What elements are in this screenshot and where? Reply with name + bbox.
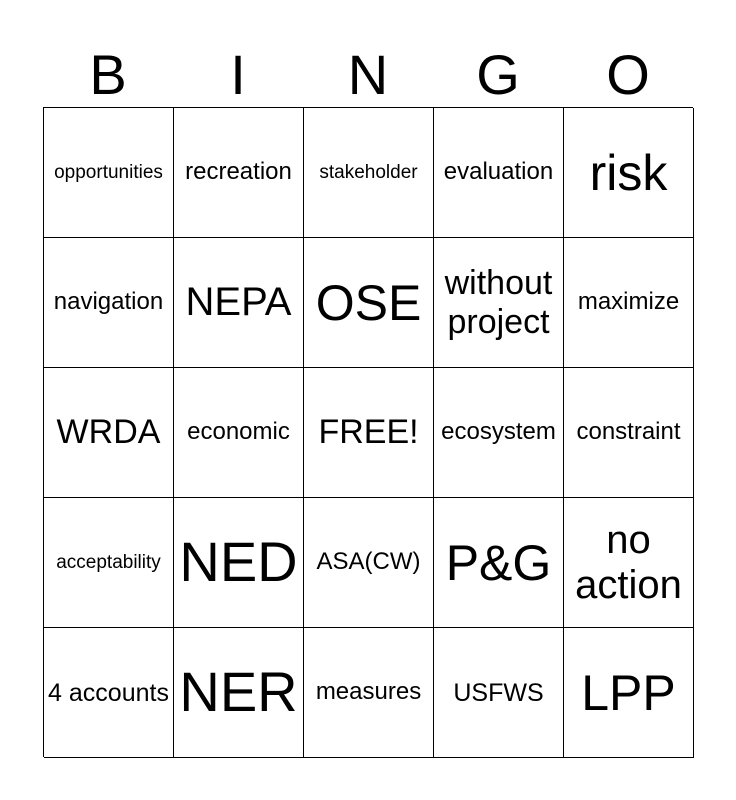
cell-text: stakeholder — [319, 161, 418, 183]
bingo-cell[interactable] — [434, 368, 564, 498]
cell-text: economic — [187, 418, 290, 446]
cell-text: constraint — [576, 418, 681, 446]
cell-text: NER — [179, 660, 298, 724]
free-space-text: FREE! — [318, 413, 419, 452]
bingo-board — [43, 107, 693, 757]
bingo-cell[interactable] — [434, 108, 564, 238]
cell-text: ASA(CW) — [316, 548, 421, 576]
header-letter-n: N — [347, 43, 389, 106]
cell-text: NEPA — [185, 280, 292, 325]
cell-text: LPP — [581, 664, 676, 721]
bingo-cell[interactable] — [304, 238, 434, 368]
cell-text: without project — [444, 264, 553, 341]
bingo-cell[interactable] — [44, 238, 174, 368]
bingo-header — [43, 44, 693, 106]
bingo-cell[interactable] — [564, 108, 694, 238]
header-letter-o: O — [606, 43, 650, 106]
cell-text: ecosystem — [441, 418, 556, 446]
cell-text: navigation — [53, 288, 164, 316]
bingo-cell[interactable] — [174, 108, 304, 238]
bingo-cell[interactable] — [174, 628, 304, 758]
bingo-cell[interactable] — [434, 628, 564, 758]
bingo-cell[interactable] — [564, 238, 694, 368]
bingo-cell[interactable] — [564, 368, 694, 498]
free-space-cell[interactable] — [304, 368, 434, 498]
bingo-cell[interactable] — [174, 368, 304, 498]
cell-text: measures — [315, 678, 422, 706]
cell-text: WRDA — [56, 413, 161, 452]
bingo-cell[interactable] — [304, 108, 434, 238]
cell-text: 4 accounts — [48, 678, 169, 707]
bingo-cell[interactable] — [44, 498, 174, 628]
cell-text: risk — [589, 144, 668, 201]
bingo-cell[interactable] — [44, 368, 174, 498]
bingo-cell[interactable] — [434, 498, 564, 628]
cell-text: USFWS — [453, 678, 544, 707]
header-letter-i: I — [230, 43, 246, 106]
cell-text: P&G — [445, 534, 552, 591]
bingo-cell[interactable] — [304, 498, 434, 628]
cell-text: no action — [575, 517, 682, 607]
cell-text: recreation — [185, 158, 292, 186]
cell-text: NED — [179, 530, 298, 594]
cell-text: acceptability — [56, 551, 161, 573]
bingo-cell[interactable] — [564, 498, 694, 628]
cell-text: evaluation — [443, 158, 554, 186]
cell-text: opportunities — [54, 161, 163, 183]
bingo-cell[interactable] — [564, 628, 694, 758]
bingo-cell[interactable] — [174, 238, 304, 368]
bingo-cell[interactable] — [174, 498, 304, 628]
bingo-cell[interactable] — [44, 628, 174, 758]
bingo-cell[interactable] — [434, 238, 564, 368]
bingo-cell[interactable] — [304, 628, 434, 758]
header-letter-g: G — [476, 43, 520, 106]
cell-text: OSE — [315, 274, 422, 331]
header-letter-b: B — [89, 43, 127, 106]
bingo-cell[interactable] — [44, 108, 174, 238]
cell-text: maximize — [577, 288, 680, 316]
